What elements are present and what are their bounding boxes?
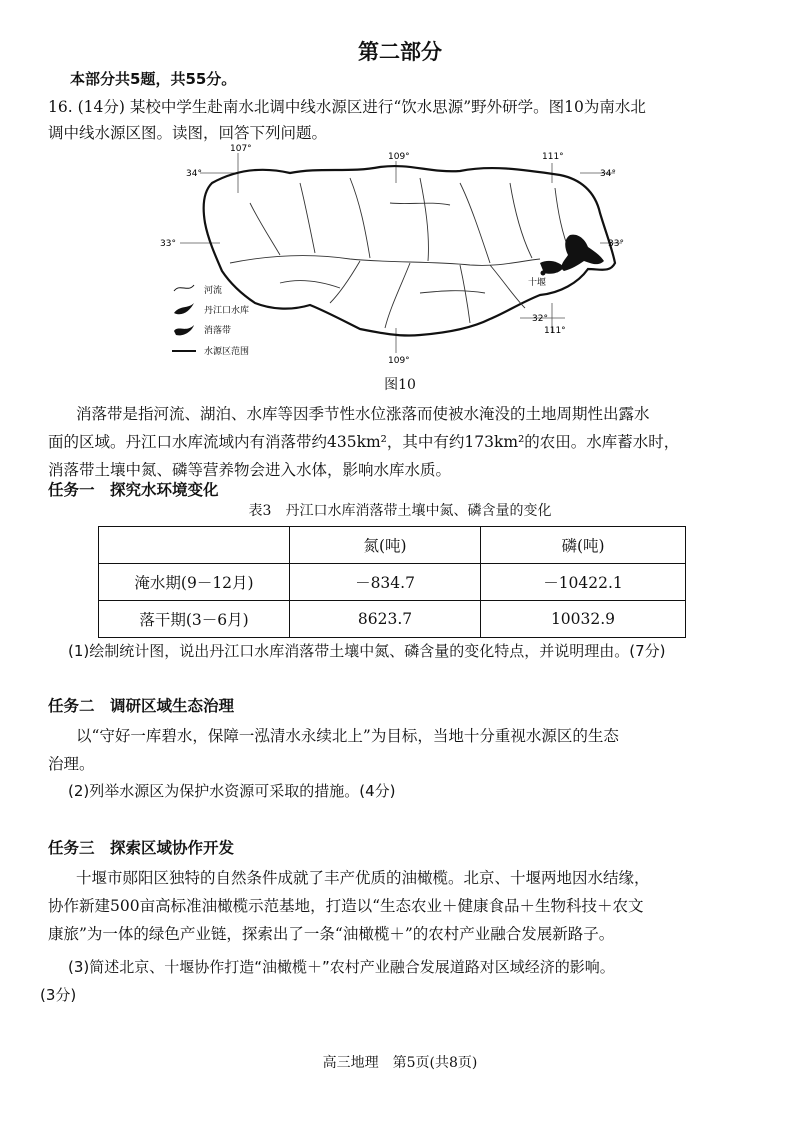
table-cell: －10422.1 (481, 564, 686, 601)
legend-reservoir-symbol (174, 303, 194, 314)
nutrient-table (98, 526, 686, 638)
table-cell: 10032.9 (481, 601, 686, 638)
table-cell: 落干期(3－6月) (99, 601, 290, 638)
water-source-map (160, 143, 630, 368)
table-header-cell (99, 527, 290, 564)
table-caption: 表3 丹江口水库消落带土壤中氮、磷含量的变化 (248, 503, 552, 519)
lat-label-34-right: 34° (600, 169, 616, 179)
question-header-line1: 16. (14分) 某校中学生赴南水北调中线水源区进行“饮水思源”野外研学。图10为南水北 (48, 98, 646, 116)
legend-river-symbol (174, 285, 194, 291)
table-row (99, 564, 686, 601)
task3-title: 任务三 探索区域协作开发 (48, 839, 235, 857)
table-cell: －834.7 (290, 564, 481, 601)
lat-label-33-left: 33° (160, 239, 176, 249)
question-3-line2: (3分) (40, 986, 77, 1004)
table-header-row (99, 527, 686, 564)
shiyan-city-label: 十堰 (528, 278, 547, 288)
question-header-line2: 调中线水源区图。读图，回答下列问题。 (48, 124, 328, 142)
task3-line2: 协作新建500亩高标准油橄榄示范基地，打造以“生态农业＋健康食品＋生物科技＋农文 (48, 897, 644, 915)
lon-label-109-top: 109° (388, 152, 410, 162)
intro-line3: 消落带土壤中氮、磷等营养物会进入水体，影响水库水质。 (48, 461, 452, 479)
task2-line2: 治理。 (48, 755, 95, 773)
shiyan-city-dot (541, 271, 546, 276)
table-cell: 淹水期(9－12月) (99, 564, 290, 601)
map-graticule (180, 153, 622, 353)
task1-title: 任务一 探究水环境变化 (48, 481, 219, 499)
intro-line2: 面的区域。丹江口水库流域内有消落带约435km²，其中有约173km²的农田。水库蓄水时， (48, 433, 680, 451)
map-legend (172, 284, 249, 357)
legend-boundary-label: 水源区范围 (204, 347, 250, 357)
lon-label-109-bottom: 109° (388, 356, 410, 366)
map-caption: 图10 (384, 377, 416, 393)
region-boundary (204, 166, 615, 335)
table-header-cell: 氮(吨) (290, 527, 481, 564)
lon-label-111-top: 111° (542, 152, 564, 162)
lon-label-107: 107° (230, 144, 252, 154)
question-3-line1: (3)简述北京、十堰协作打造“油橄榄＋”农村产业融合发展道路对区域经济的影响。 (68, 958, 615, 976)
legend-drawdown-symbol (174, 325, 194, 335)
question-1: (1)绘制统计图，说出丹江口水库消落带土壤中氮、磷含量的变化特点，并说明理由。(7分) (68, 642, 666, 660)
lon-label-111-bottom: 111° (544, 326, 566, 336)
lat-label-33-right: 33° (608, 239, 624, 249)
section-intro: 本部分共5题，共55分。 (70, 70, 237, 88)
danjiangkou-reservoir (561, 235, 604, 271)
task3-line3: 康旅”为一体的绿色产业链，探索出了一条“油橄榄＋”的农村产业融合发展新路子。 (48, 925, 615, 943)
task2-title: 任务二 调研区域生态治理 (48, 697, 235, 715)
table-header-cell: 磷(吨) (481, 527, 686, 564)
table-row (99, 601, 686, 638)
lat-label-34-left: 34° (186, 169, 202, 179)
legend-drawdown-label: 消落带 (204, 326, 232, 336)
task2-line1: 以“守好一库碧水，保障一泓清水永续北上”为目标，当地十分重视水源区的生态 (76, 727, 619, 745)
question-2: (2)列举水源区为保护水资源可采取的措施。(4分) (68, 782, 396, 800)
section-title: 第二部分 (358, 40, 442, 64)
legend-reservoir-label: 丹江口水库 (204, 306, 250, 316)
table-cell: 8623.7 (290, 601, 481, 638)
lat-label-32: 32° (532, 314, 548, 324)
intro-line1: 消落带是指河流、湖泊、水库等因季节性水位涨落而使被水淹没的土地周期性出露水 (76, 405, 650, 423)
page-footer: 高三地理 第5页(共8页) (322, 1055, 478, 1071)
task3-line1: 十堰市郧阳区独特的自然条件成就了丰产优质的油橄榄。北京、十堰两地因水结缘， (76, 869, 650, 887)
legend-river-label: 河流 (204, 286, 223, 296)
